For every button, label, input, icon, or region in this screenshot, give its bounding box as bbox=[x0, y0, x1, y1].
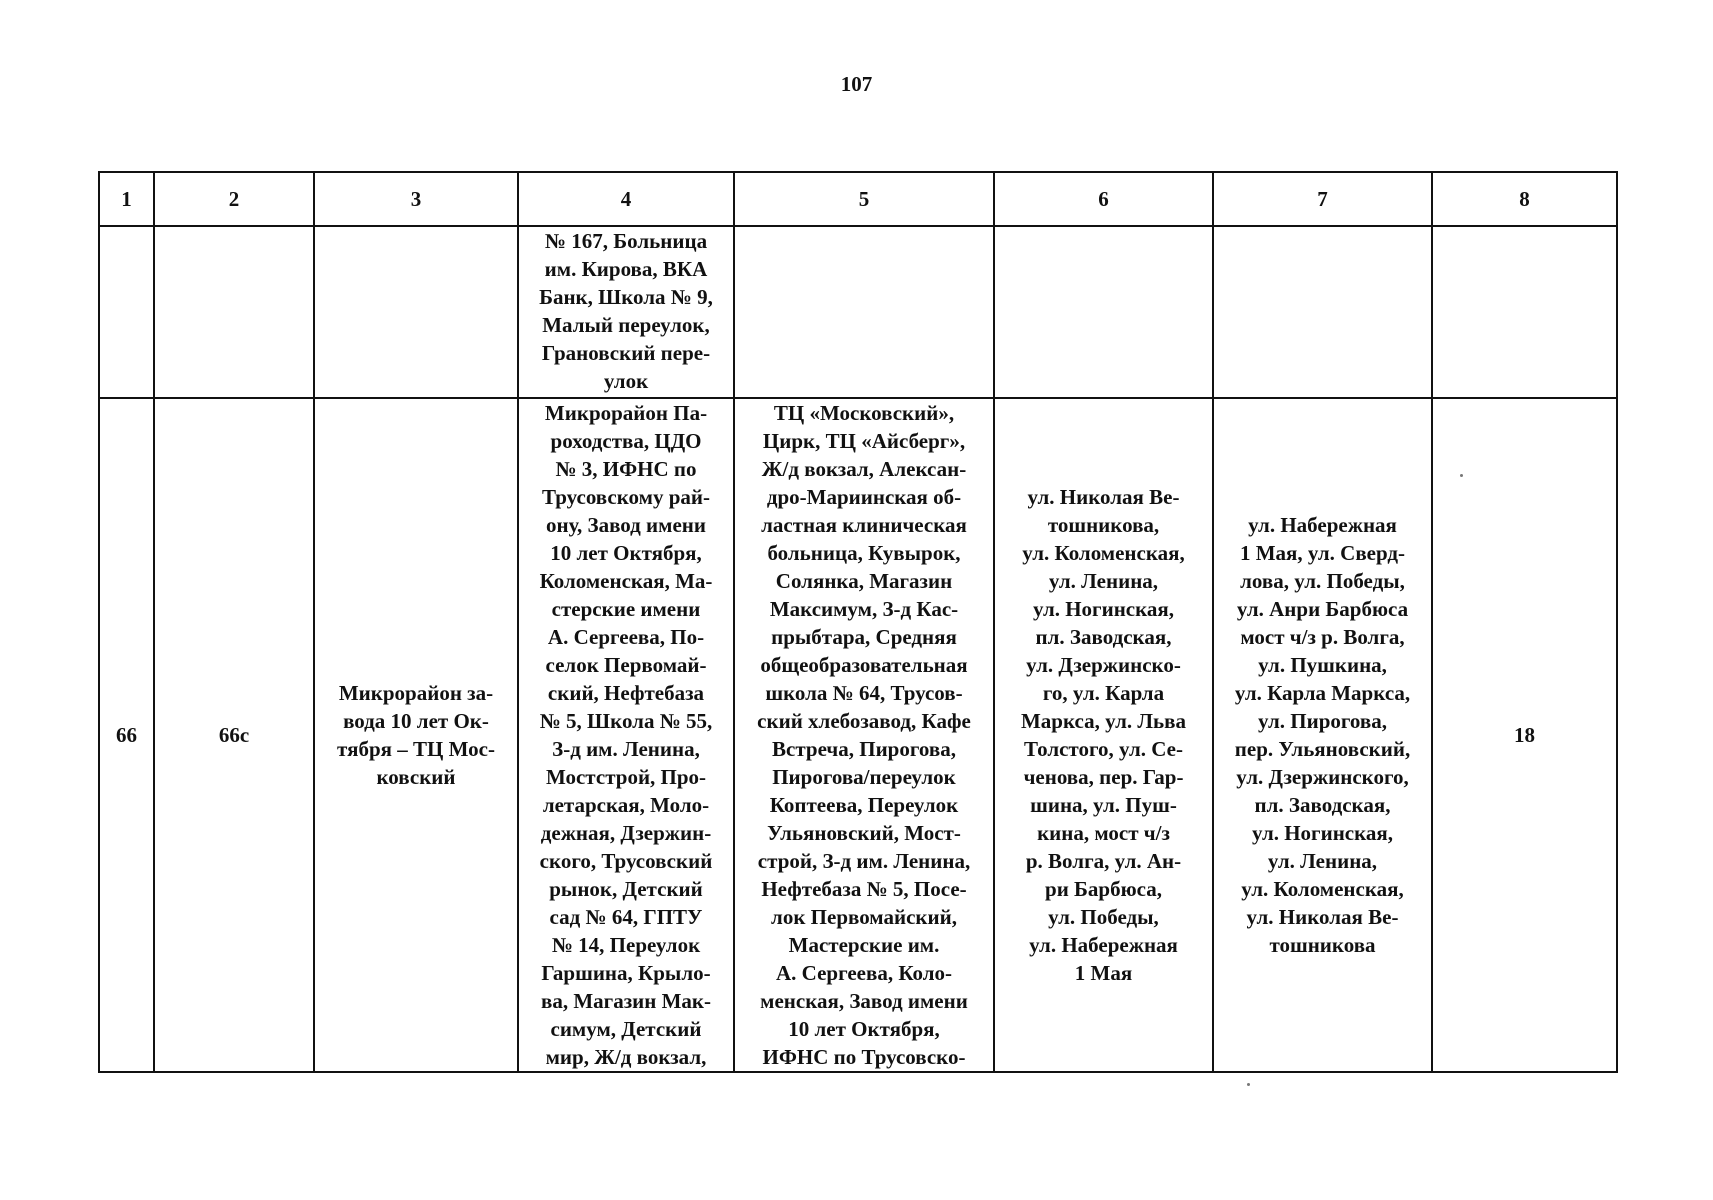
cell-text: Микрорайон Па- роходства, ЦДО № 3, ИФНС по Трусовскому рай- ону, Завод имени 10 лет Октября, Коломенская, Ма- стерские имени А. Сергеева, По- селок Первомай- ский, Нефтебаза № 5, Школа № 55, З-д им. Ленина, Мостстрой, Про- летарская, Моло- дежная, Дзержин- ского, Трусовский рынок, Детский сад № 64, ГПТУ № 14, Переулок Гаршина, Крыло- ва, Магазин Мак- симум, Детский мир, Ж/д вокзал, bbox=[539, 401, 713, 1069]
table-row-66 bbox=[99, 398, 1617, 1072]
cell-route-name bbox=[314, 398, 518, 1072]
cell-text: ул. Набережная 1 Мая, ул. Сверд- лова, ул. Победы, ул. Анри Барбюса мост ч/з р. Волга, ул. Пушкина, ул. Карла Маркса, ул. Пирогова, пер. Ульяновский, ул. Дзержинского, пл. Заводская, ул. Ногинская, ул. Ленина, ул. Коломенская, ул. Николая Ве- тошникова bbox=[1234, 513, 1411, 957]
cell-cont-1 bbox=[99, 226, 154, 398]
column-header-3: 3 bbox=[314, 172, 518, 226]
cell-streets-forward bbox=[994, 398, 1213, 1072]
cell-cont-6 bbox=[994, 226, 1213, 398]
cell-text: 66 bbox=[116, 723, 137, 747]
cell-text: 18 bbox=[1514, 723, 1535, 747]
column-header-2: 2 bbox=[154, 172, 314, 226]
cell-cont-4 bbox=[518, 226, 734, 398]
cell-cont-2 bbox=[154, 226, 314, 398]
cell-length bbox=[1432, 398, 1617, 1072]
cell-cont-8 bbox=[1432, 226, 1617, 398]
cell-cont-5 bbox=[734, 226, 994, 398]
cell-stops-forward bbox=[518, 398, 734, 1072]
cell-route-number bbox=[99, 398, 154, 1072]
column-header-1: 1 bbox=[99, 172, 154, 226]
header-row bbox=[99, 172, 1617, 226]
table-row-continuation bbox=[99, 226, 1617, 398]
cell-stops-backward bbox=[734, 398, 994, 1072]
cell-cont-3 bbox=[314, 226, 518, 398]
cell-text: № 167, Больница им. Кирова, ВКА Банк, Школа № 9, Малый переулок, Грановский пере- улок bbox=[539, 229, 713, 393]
routes-table bbox=[98, 171, 1618, 1073]
column-header-6: 6 bbox=[994, 172, 1213, 226]
column-header-5: 5 bbox=[734, 172, 994, 226]
scan-speck bbox=[1247, 1083, 1250, 1086]
cell-cont-7 bbox=[1213, 226, 1432, 398]
cell-streets-backward bbox=[1213, 398, 1432, 1072]
cell-text: ТЦ «Московский», Цирк, ТЦ «Айсберг», Ж/д вокзал, Алексан- дро-Мариинская об- ластная клиническая больница, Кувырок, Солянка, Магазин Максимум, З-д Кас- прыбтара, Средняя общеобразовательная школа № 64, Трусов- ский хлебозавод, Кафе Встреча, Пирогова, Пирогова/переулок Коптеева, Переулок Ульяновский, Мост- строй, З-д им. Ленина, Нефтебаза № 5, Посе- лок Первомайский, Мастерские им. А. Сергеева, Коло- менская, Завод имени 10 лет Октября, ИФНС по Трусовско- bbox=[757, 401, 971, 1069]
scan-speck bbox=[1460, 474, 1463, 477]
column-header-4: 4 bbox=[518, 172, 734, 226]
cell-text: Микрорайон за- вода 10 лет Ок- тября – ТЦ Мос- ковский bbox=[337, 681, 495, 789]
cell-route-code bbox=[154, 398, 314, 1072]
column-header-7: 7 bbox=[1213, 172, 1432, 226]
page-number: 107 bbox=[840, 72, 873, 96]
cell-text: ул. Николая Ве- тошникова, ул. Коломенская, ул. Ленина, ул. Ногинская, пл. Заводская, ул. Дзержинско- го, ул. Карла Маркса, ул. Льва Толстого, ул. Се- ченова, пер. Гар- шина, ул. Пуш- кина, мост ч/з р. Волга, ул. Ан- ри Барбюса, ул. Победы, ул. Набережная 1 Мая bbox=[1020, 485, 1186, 985]
column-header-8: 8 bbox=[1432, 172, 1617, 226]
cell-text: 66с bbox=[218, 723, 250, 747]
